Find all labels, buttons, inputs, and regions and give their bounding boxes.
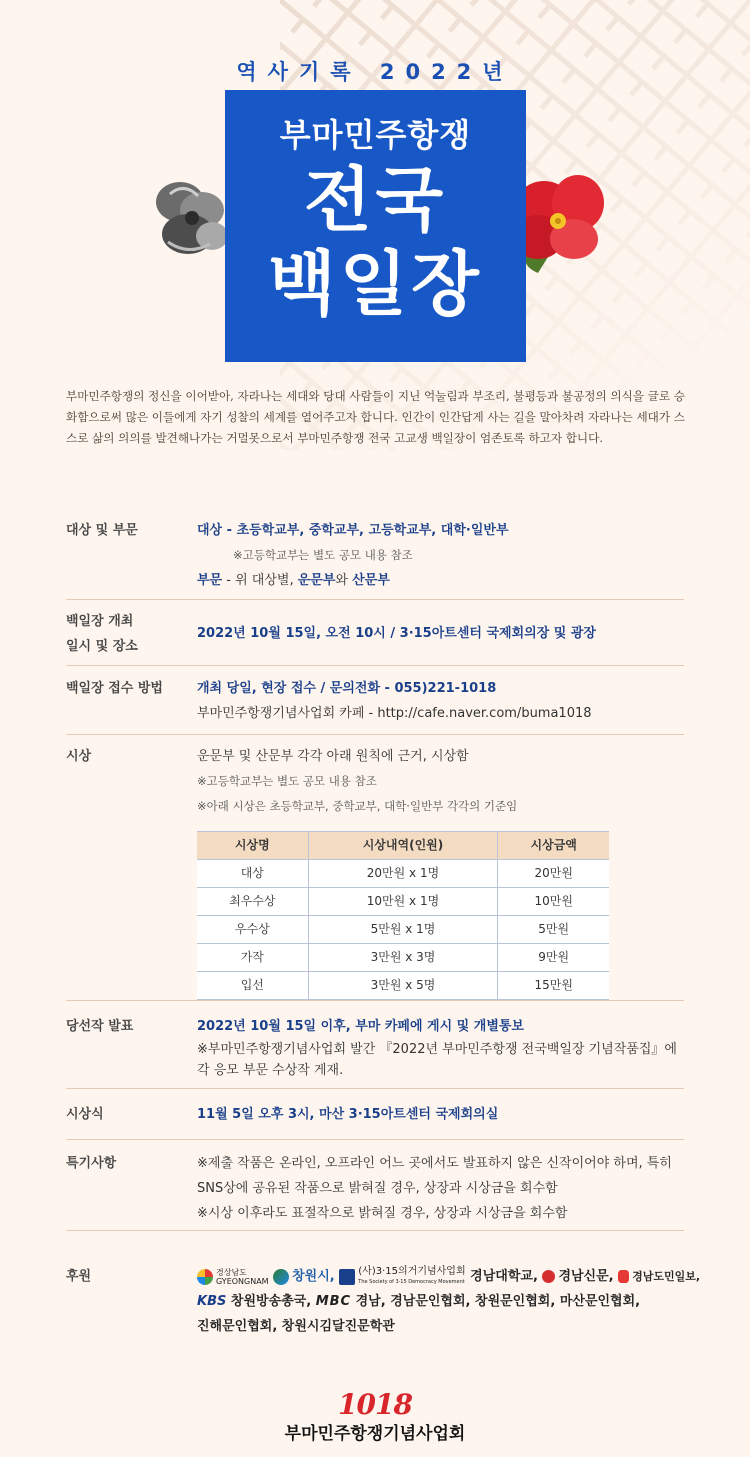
- table-cell: 우수상: [197, 916, 308, 944]
- changwon-logo-icon: [273, 1269, 289, 1285]
- section-label: 후원: [66, 1269, 92, 1284]
- table-cell: 15만원: [498, 972, 609, 1000]
- table-cell: 최우수상: [197, 888, 308, 916]
- section-label: 백일장 개최 일시 및 장소: [66, 614, 138, 654]
- special-note-1: ※제출 작품은 온라인, 오프라인 어느 곳에서도 발표하지 않은 신작이어야 하며, 특히 SNS상에 공유된 작품으로 밝혀질 경우, 상장과 시상금을 회수함: [197, 1156, 672, 1196]
- section-label: 백일장 접수 방법: [66, 681, 163, 696]
- awards-note-2: ※아래 시상은 초등학교부, 중학교부, 대학·일반부 각각의 기준임: [197, 799, 518, 813]
- sponsor-line-2: KBS 창원방송총국, MBC 경남, 경남문인협회, 창원문인협회, 마산문인협회,: [197, 1294, 641, 1309]
- sponsor-line-1: 경상남도 GYEONGNAM 창원시, (사)3·15의거기념사업회 The Society of 3·15 Democracy Movement 경남대학교, 경남신문, 경남도민일보,: [197, 1264, 684, 1289]
- table-row: [197, 860, 609, 888]
- table-cell: 3만원 x 5명: [308, 972, 498, 1000]
- section-target: [66, 518, 684, 600]
- top-label: 역사기록 2022년: [236, 60, 514, 84]
- newspaper-logo-icon: [542, 1270, 555, 1283]
- schedule-value: 2022년 10월 15일, 오전 10시 / 3·15아트센터 국제회의장 및 광장: [197, 626, 596, 641]
- ceremony-value: 11월 5일 오후 3시, 마산 3·15아트센터 국제회의실: [197, 1107, 499, 1122]
- table-cell: 10만원: [498, 888, 609, 916]
- domin-logo-icon: [618, 1270, 629, 1283]
- section-label: 당선작 발표: [66, 1019, 134, 1034]
- table-row: [197, 944, 609, 972]
- kbs-logo: KBS: [197, 1294, 227, 1309]
- cafe-link[interactable]: 부마민주항쟁기념사업회 카페 - http://cafe.naver.com/buma1018: [197, 706, 592, 721]
- organization-name: 부마민주항쟁기념사업회: [284, 1424, 466, 1444]
- table-header-row: [197, 832, 609, 860]
- title-line-2: 전국: [303, 159, 448, 241]
- special-note-2: ※시상 이후라도 표절작으로 밝혀질 경우, 상장과 시상금을 회수함: [197, 1206, 568, 1221]
- foundation-logo-icon: [339, 1269, 355, 1285]
- section-body: [197, 676, 684, 726]
- buma-1018-logo: 1018: [338, 1388, 412, 1421]
- gyeongnam-logo-icon: [197, 1269, 213, 1285]
- table-row: [197, 888, 609, 916]
- table-cell: 가작: [197, 944, 308, 972]
- title-line-3: 백일장: [268, 243, 483, 325]
- section-special: [66, 1151, 684, 1231]
- table-cell: 5만원: [498, 916, 609, 944]
- table-cell: 입선: [197, 972, 308, 1000]
- awards-line: 운문부 및 산문부 각각 아래 원칙에 근거, 시상함: [197, 749, 469, 764]
- table-cell: 대상: [197, 860, 308, 888]
- section-awards: [66, 744, 684, 1001]
- column-header: 시상금액: [498, 832, 609, 860]
- intro-text: 부마민주항쟁의 정신을 이어받아, 자라나는 세대와 당대 사람들이 지닌 억눌림과 부조리, 불평등과 불공정의 의식을 글로 승화함으로써 많은 이들에게 자기 성찰의 세계를 열어주고자 합니다. 인간이 인간답게 사는 길을 말아차려 자라나는 세대가 스스로 삶의 의의를 발견해나가는 거멀못으로서 부마민주항쟁 전국 고교생 백일장이 엄존토록 하고자 합니다.: [66, 389, 685, 445]
- column-header: 시상내역(인원): [308, 832, 498, 860]
- sponsor-line-3: 진해문인협회, 창원시김달진문학관: [197, 1319, 395, 1334]
- section-label: 시상: [66, 749, 92, 764]
- table-cell: 20만원 x 1명: [308, 860, 498, 888]
- sponsor-list: [197, 1264, 701, 1339]
- awards-note-1: ※고등학교부는 별도 공모 내용 참조: [197, 774, 377, 788]
- section-body: [197, 744, 684, 1000]
- target-note: ※고등학교부는 별도 공모 내용 참조: [233, 548, 413, 562]
- section-sponsors: [66, 1264, 701, 1344]
- title-line-1: 부마민주항쟁: [279, 116, 472, 154]
- announcement-note: ※부마민주항쟁기념사업회 발간 『2022년 부마민주항쟁 전국백일장 기념작품집』에 각 응모 부문 수상작 게재.: [197, 1042, 677, 1078]
- awards-table: [197, 831, 609, 1000]
- reception-line: 개최 당일, 현장 접수 / 문의전화 - 055)221-1018: [197, 681, 497, 696]
- section-body: [197, 518, 684, 593]
- table-cell: 20만원: [498, 860, 609, 888]
- table-row: [197, 916, 609, 944]
- section-body: [197, 1151, 684, 1226]
- table-cell: 10만원 x 1명: [308, 888, 498, 916]
- table-cell: 3만원 x 3명: [308, 944, 498, 972]
- section-announcement: [66, 1014, 684, 1089]
- table-cell: 5만원 x 1명: [308, 916, 498, 944]
- section-body: [197, 1014, 684, 1081]
- target-line: 대상 - 초등학교부, 중학교부, 고등학교부, 대학·일반부: [197, 523, 509, 538]
- gray-flower-image: [150, 172, 230, 264]
- section-label: 특기사항: [66, 1156, 117, 1171]
- title-box: [225, 90, 526, 362]
- mbc-logo: MBC: [315, 1294, 352, 1309]
- column-header: 시상명: [197, 832, 308, 860]
- announcement-line: 2022년 10월 15일 이후, 부마 카페에 게시 및 개별통보: [197, 1019, 524, 1034]
- category-line: 부문 - 위 대상별, 운문부와 산문부: [197, 573, 390, 588]
- section-reception: [66, 676, 684, 735]
- table-cell: 9만원: [498, 944, 609, 972]
- footer-logo: [0, 1388, 750, 1444]
- section-ceremony: [66, 1102, 684, 1140]
- section-label: 시상식: [66, 1107, 104, 1122]
- section-label: 대상 및 부문: [66, 523, 138, 538]
- section-schedule: [66, 609, 684, 666]
- table-row: [197, 972, 609, 1000]
